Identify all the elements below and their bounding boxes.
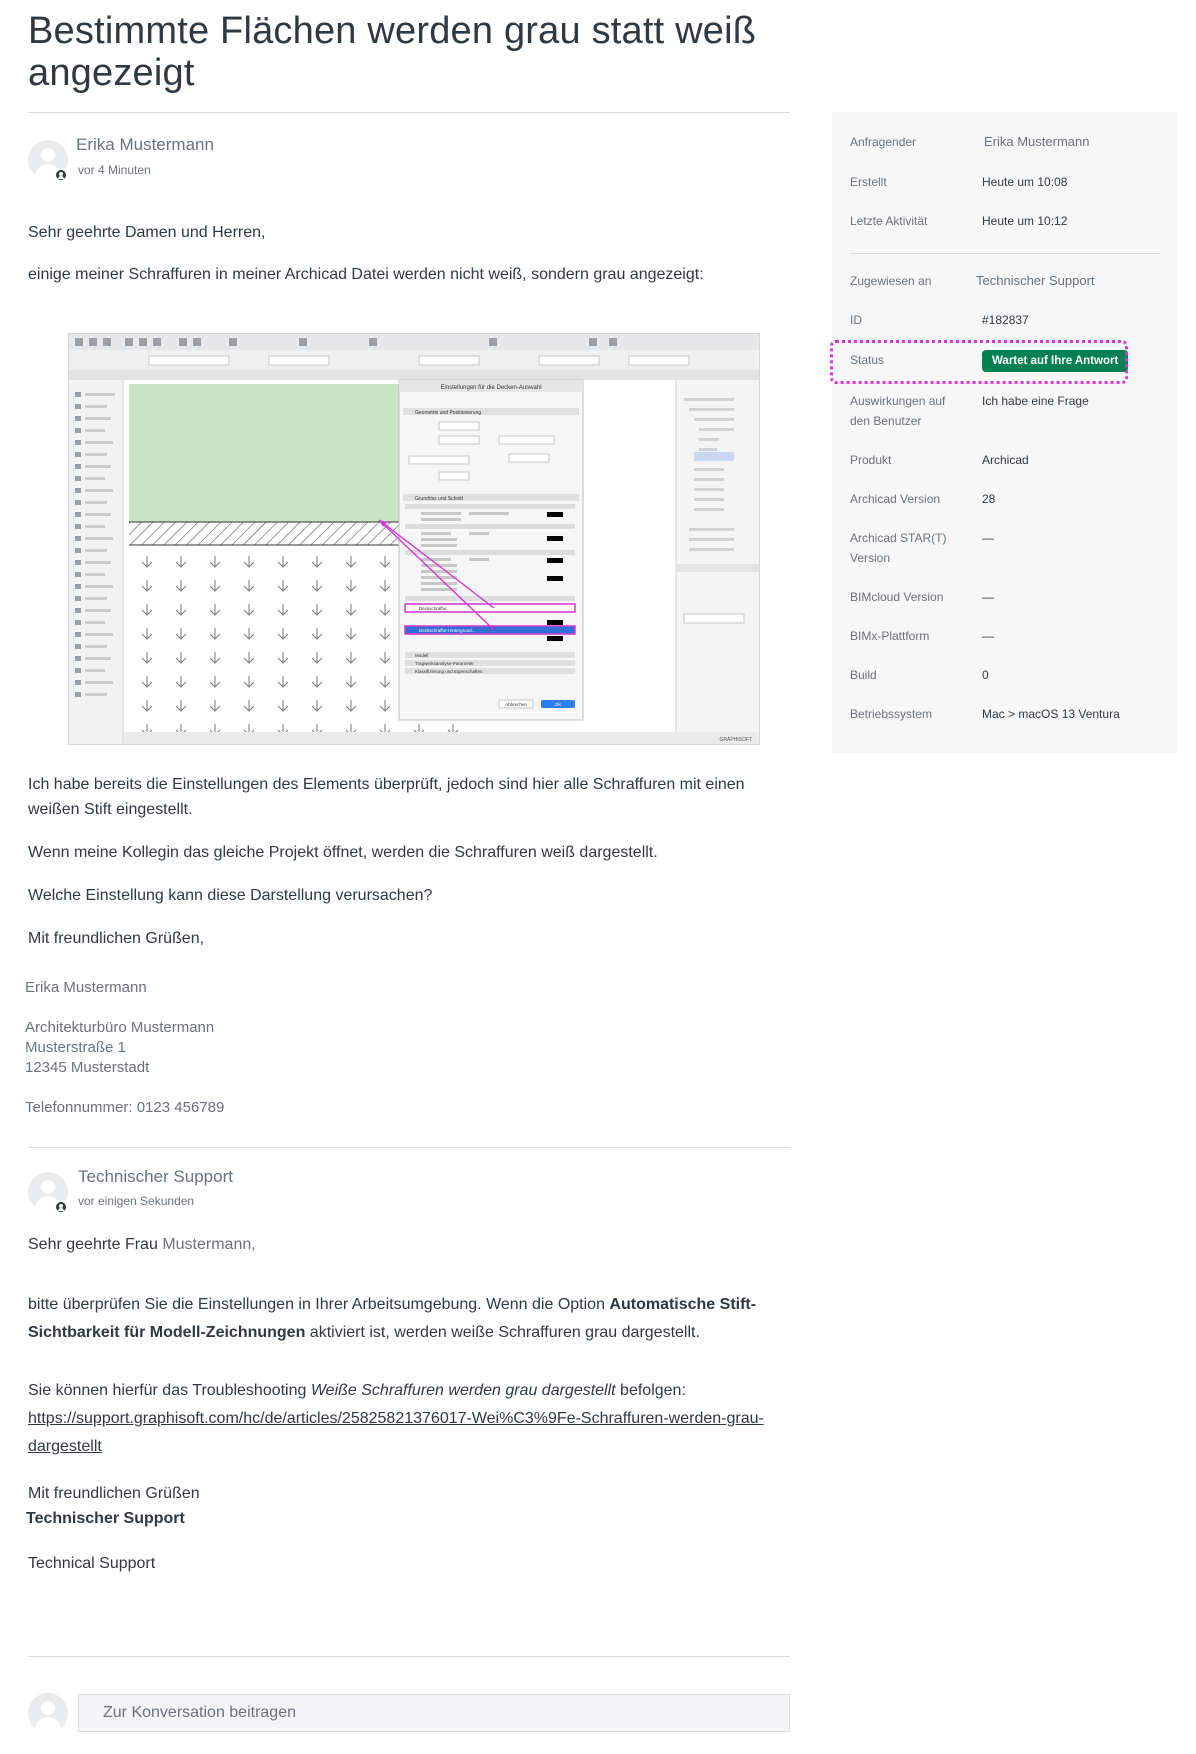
comment-author[interactable]: Erika Mustermann <box>76 135 214 154</box>
dialog-row: Deckschraffur <box>419 606 447 611</box>
status-badge: Wartet auf Ihre Antwort <box>982 350 1128 372</box>
signature-city: 12345 Musterstadt <box>25 1059 150 1076</box>
comment-time: vor 4 Minuten <box>78 163 151 177</box>
activity-label: Letzte Aktivität <box>850 214 928 228</box>
id-label: ID <box>850 313 862 327</box>
os-label: Betriebssystem <box>850 707 933 721</box>
impact-value: Ich habe eine Frage <box>982 394 1089 408</box>
reply-footer: Technical Support <box>28 1555 156 1572</box>
brand-label: GRAPHISOFT <box>719 737 752 743</box>
activity-value: Heute um 10:12 <box>982 214 1068 228</box>
version-value: 28 <box>982 492 996 506</box>
created-value: Heute um 10:08 <box>982 175 1068 189</box>
star-value: — <box>982 531 994 545</box>
reply-italic: Weiße Schraffuren werden grau dargestellt <box>310 1382 616 1399</box>
bimx-label: BIMx-Plattform <box>850 629 930 643</box>
page-title: Bestimmte Flächen werden grau statt weiß angezeigt <box>28 10 757 94</box>
reply-closing: Mit freundlichen Grüßen <box>28 1485 200 1502</box>
reply-closing-name: Technischer Support <box>26 1510 185 1527</box>
troubleshooting-link[interactable]: https://support.graphisoft.com/hc/de/articles/25825821376017-Wei%C3%9Fe-Schraffuren-werden-grau-dargestellt <box>28 1410 764 1455</box>
signature-phone: Telefonnummer: 0123 456789 <box>25 1099 225 1116</box>
star-label: Archicad STAR(T) Version <box>850 531 947 565</box>
bimcloud-label: BIMcloud Version <box>850 590 944 604</box>
status-highlight-marker <box>830 340 1128 384</box>
dialog-row: Deckschraffur-Hintergrund... <box>419 628 476 633</box>
avatar <box>28 1172 68 1212</box>
version-label: Archicad Version <box>850 492 941 506</box>
assigned-value: Technischer Support <box>976 273 1095 288</box>
dialog-ok-button: OK <box>554 702 562 707</box>
product-label: Produkt <box>850 453 892 467</box>
dialog-section: Klassifizierung und Eigenschaften <box>415 669 483 674</box>
comment-paragraph: Wenn meine Kollegin das gleiche Projekt öffnet, werden die Schraffuren weiß dargestellt. <box>28 844 658 861</box>
signature-name: Erika Mustermann <box>25 979 147 996</box>
reply-text: bitte überprüfen Sie die Einstellungen in Ihrer Arbeitsumgebung. Wenn die Option <box>28 1296 610 1313</box>
requester-value: Erika Mustermann <box>984 134 1090 149</box>
avatar <box>28 140 68 180</box>
dialog-section: Grundriss und Schnitt <box>415 496 464 502</box>
reply-input[interactable] <box>79 1695 789 1731</box>
salutation: Sehr geehrte Frau <box>28 1236 158 1253</box>
ticket-sidebar <box>832 112 1178 753</box>
reply-text: aktiviert ist, werden weiße Schraffuren grau dargestellt. <box>305 1324 700 1341</box>
signature-street: Musterstraße 1 <box>25 1039 126 1056</box>
reply-text: befolgen: <box>615 1382 686 1399</box>
dialog-section: Geometrie und Positionierung <box>415 410 482 416</box>
comment-paragraph: Sehr geehrte Damen und Herren, <box>28 224 266 241</box>
build-label: Build <box>850 668 877 682</box>
reply-text: Sie können hierfür das Troubleshooting <box>28 1382 311 1399</box>
dialog-section: Tragwerksanalyse-Parameter <box>415 661 474 666</box>
divider <box>28 1656 790 1657</box>
impact-label: Auswirkungen auf den Benutzer <box>850 394 946 428</box>
reply-bold: Automatische Stift-Sichtbarkeit für Modell-Zeichnungen <box>28 1296 757 1341</box>
divider <box>28 112 790 113</box>
dialog-title: Einstellungen für die Decken-Auswahl <box>440 385 542 391</box>
os-value: Mac > macOS 13 Ventura <box>982 707 1120 721</box>
agent-badge-icon <box>54 1200 68 1214</box>
comment-paragraph: Welche Einstellung kann diese Darstellung verursachen? <box>28 887 433 904</box>
ticket-main <box>25 0 790 1572</box>
archicad-screenshot[interactable] <box>68 333 760 745</box>
id-value: #182837 <box>982 313 1029 327</box>
requester-label: Anfragender <box>850 135 917 149</box>
status-label: Status <box>850 353 885 367</box>
product-value: Archicad <box>982 453 1029 467</box>
user-badge-icon <box>54 168 68 182</box>
dialog-cancel-button: Abbrechen <box>505 702 527 707</box>
avatar <box>28 1693 68 1733</box>
divider <box>28 1147 790 1148</box>
signature-company: Architekturbüro Mustermann <box>25 1019 215 1036</box>
comment-paragraph: Mit freundlichen Grüßen, <box>28 930 205 947</box>
divider <box>850 253 1160 254</box>
build-value: 0 <box>982 668 989 682</box>
comment-time: vor einigen Sekunden <box>78 1194 195 1208</box>
comment-author[interactable]: Technischer Support <box>78 1167 233 1186</box>
comment-paragraph: Ich habe bereits die Einstellungen des Elements überprüft, jedoch sind hier alle Schraffuren mit einen weißen Stift eingestellt. <box>28 776 745 818</box>
assigned-label: Zugewiesen an <box>850 274 932 288</box>
created-label: Erstellt <box>850 175 887 189</box>
dialog-section: Modell <box>415 653 429 658</box>
bimcloud-value: — <box>982 590 994 604</box>
bimx-value: — <box>982 629 994 643</box>
comment-paragraph: einige meiner Schraffuren in meiner Archicad Datei werden nicht weiß, sondern grau angezeigt: <box>28 266 704 283</box>
salutation-name: Mustermann, <box>162 1236 256 1253</box>
reply-box[interactable] <box>78 1694 790 1732</box>
